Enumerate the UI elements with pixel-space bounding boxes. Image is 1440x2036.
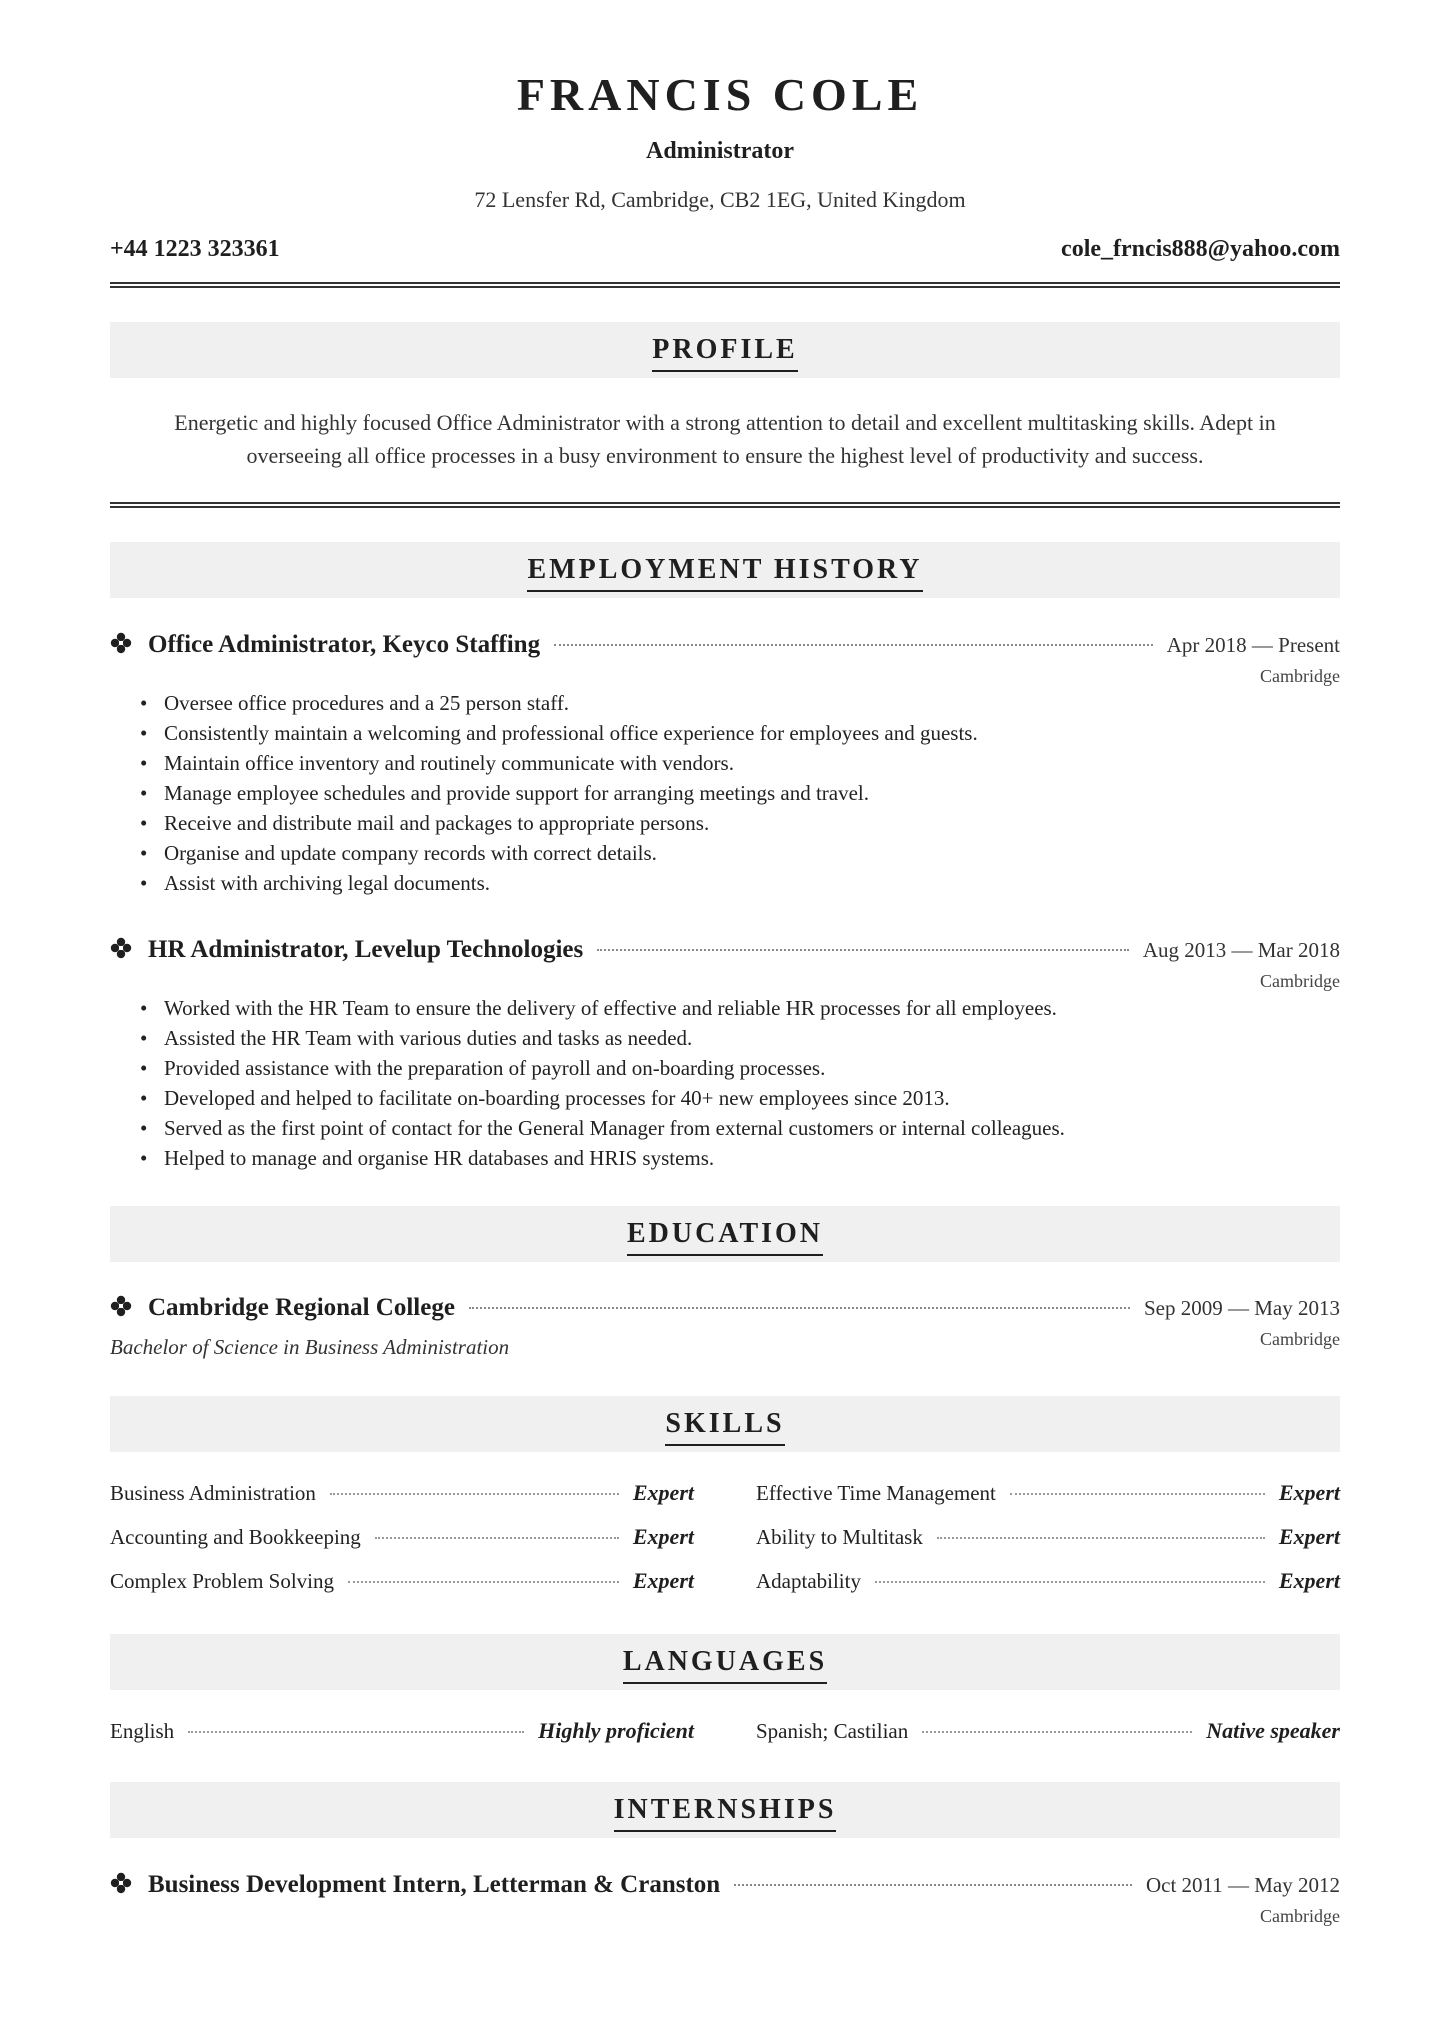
list-item: • Organise and update company records with correct details. [140,838,1320,868]
profile-heading: PROFILE [652,334,797,372]
list-item: • Manage employee schedules and provide support for arranging meetings and travel. [140,778,1320,808]
leader-dots [348,1581,619,1583]
leader-dots [330,1493,619,1495]
leader-dots [597,949,1129,951]
job-entry [110,935,1340,992]
email-address: cole_frncis888@yahoo.com [1061,236,1340,262]
employment-section-header [110,542,1340,598]
leader-dots [188,1731,524,1733]
skill-level: Expert [1278,1480,1340,1505]
skill-item [756,1524,1340,1558]
language-name: Spanish; Castilian [756,1719,909,1743]
address: 72 Lensfer Rd, Cambridge, CB2 1EG, United Kingdom [474,187,966,212]
list-item: • Developed and helped to facilitate on-boarding processes for 40+ new employees since 2013. [140,1083,1320,1113]
job-bullets [140,688,1320,898]
internship-title: Business Development Intern, Letterman & Cranston [148,1871,721,1898]
list-item: • Consistently maintain a welcoming and professional office experience for employees and guests. [140,718,1320,748]
skills-heading: SKILLS [665,1408,784,1446]
education-section-header [110,1206,1340,1262]
degree: Bachelor of Science in Business Administration [110,1335,510,1359]
list-item: • Receive and distribute mail and packages to appropriate persons. [140,808,1320,838]
language-item [110,1718,694,1752]
profile-summary: Energetic and highly focused Office Administrator with a strong attention to detail and excellent multitasking skills. Adept in overseeing all office processes in a busy environment to ensure the highest level of productivity and success. [174,410,1276,468]
job-city: Cambridge [1260,971,1340,991]
skill-name: Ability to Multitask [756,1525,923,1549]
education-city: Cambridge [1260,1329,1340,1349]
job-bullets [140,993,1320,1173]
job-title-company: Office Administrator, Keyco Staffing [148,631,541,658]
language-item [756,1718,1340,1752]
skill-level: Expert [1278,1524,1340,1549]
clover-icon [110,1295,138,1321]
list-item: • Served as the first point of contact for the General Manager from external customers or internal colleagues. [140,1113,1320,1143]
skill-name: Effective Time Management [756,1481,996,1505]
skill-level: Expert [632,1480,694,1505]
leader-dots [375,1537,619,1539]
education-entry [110,1293,1340,1359]
leader-dots [554,644,1153,646]
job-title-company: HR Administrator, Levelup Technologies [148,936,584,963]
languages-section-header [110,1634,1340,1690]
leader-dots [469,1307,1130,1309]
internship-entry [110,1870,1340,1927]
skill-item [756,1480,1340,1514]
languages-heading: LANGUAGES [623,1646,827,1684]
phone-number: +44 1223 323361 [110,236,280,262]
job-entry [110,630,1340,687]
leader-dots [937,1537,1265,1539]
list-item: • Assist with archiving legal documents. [140,868,1320,898]
skills-section-header [110,1396,1340,1452]
list-item: • Helped to manage and organise HR databases and HRIS systems. [140,1143,1320,1173]
education-heading: EDUCATION [627,1218,823,1256]
internships-section-header [110,1782,1340,1838]
job-title: Administrator [646,138,794,164]
skill-name: Complex Problem Solving [110,1569,335,1593]
internship-dates: Oct 2011 — May 2012 [1145,1873,1340,1897]
list-item: • Provided assistance with the preparation of payroll and on-boarding processes. [140,1053,1320,1083]
skill-name: Accounting and Bookkeeping [110,1525,361,1549]
skill-name: Adaptability [756,1569,861,1593]
skill-level: Expert [1278,1568,1340,1593]
job-dates: Apr 2018 — Present [1166,633,1340,657]
skill-item [756,1568,1340,1602]
list-item: • Assisted the HR Team with various duties and tasks as needed. [140,1023,1320,1053]
skill-name: Business Administration [110,1481,316,1505]
job-city: Cambridge [1260,666,1340,686]
leader-dots [1010,1493,1265,1495]
skill-item [110,1480,694,1514]
header-divider [110,282,1340,288]
candidate-name: FRANCIS COLE [516,69,924,120]
language-level: Highly proficient [538,1718,694,1743]
employment-heading: EMPLOYMENT HISTORY [527,554,922,592]
leader-dots [875,1581,1265,1583]
clover-icon [110,632,138,658]
list-item: • Worked with the HR Team to ensure the delivery of effective and reliable HR processes for all employees. [140,993,1320,1023]
school-name: Cambridge Regional College [148,1294,455,1321]
leader-dots [922,1731,1192,1733]
skill-level: Expert [632,1524,694,1549]
skill-level: Expert [632,1568,694,1593]
profile-divider [110,502,1340,508]
education-dates: Sep 2009 — May 2013 [1144,1296,1340,1320]
skill-item [110,1568,694,1602]
list-item: • Oversee office procedures and a 25 person staff. [140,688,1320,718]
language-name: English [110,1719,175,1743]
skill-item [110,1524,694,1558]
job-dates: Aug 2013 — Mar 2018 [1142,938,1340,962]
profile-section-header [110,322,1340,378]
leader-dots [734,1884,1132,1886]
language-level: Native speaker [1206,1718,1340,1743]
clover-icon [110,1872,138,1898]
list-item: • Maintain office inventory and routinely communicate with vendors. [140,748,1320,778]
clover-icon [110,937,138,963]
internship-city: Cambridge [1260,1906,1340,1926]
internships-heading: INTERNSHIPS [614,1794,837,1832]
